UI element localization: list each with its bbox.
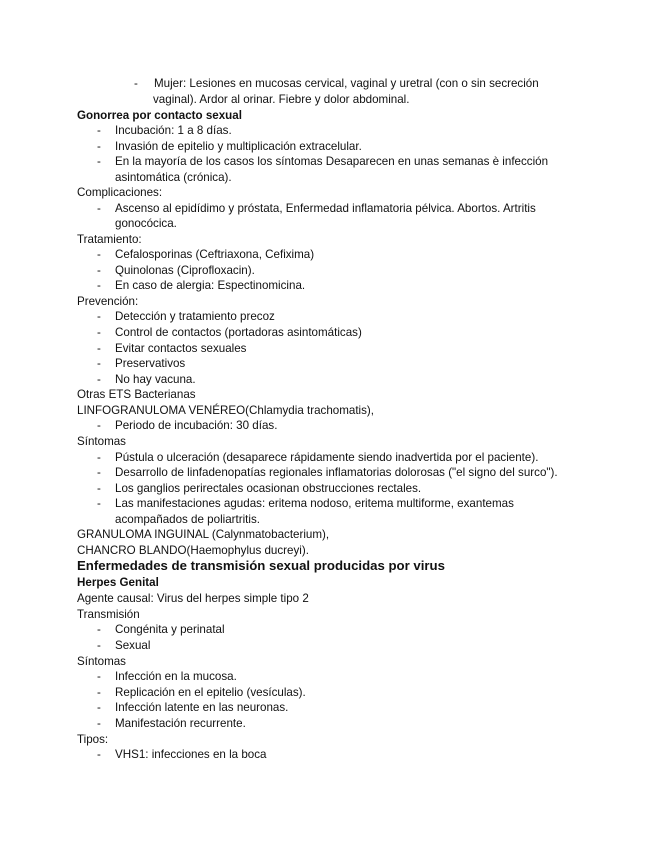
chancro-title: CHANCRO BLANDO(Haemophylus ducreyi). [77,544,309,557]
list-item-text: Detección y tratamiento precoz [115,310,275,323]
list-item-text: Pústula o ulceración (desaparece rápidamente siendo inadvertida por el paciente). [115,451,539,464]
label-complicaciones: Complicaciones: [77,186,163,199]
list-item-text: Infección latente en las neuronas. [115,701,289,714]
list-item-continuation: vaginal). Ardor al orinar. Fiebre y dolor abdominal. [153,93,410,106]
bullet-marker: - [134,77,138,90]
bullet-marker: - [97,670,101,683]
bullet-marker: - [97,279,101,292]
list-item-text: En caso de alergia: Espectinomicina. [115,279,306,292]
list-item-text: VHS1: infecciones en la boca [115,748,267,761]
list-item-text: Cefalosporinas (Ceftriaxona, Cefixima) [115,248,315,261]
label-sintomas: Síntomas [77,435,126,448]
linfogranuloma-title: LINFOGRANULOMA VENÉREO(Chlamydia trachomatis), [77,404,374,417]
list-item-text: Periodo de incubación: 30 días. [115,419,278,432]
bullet-marker: - [97,264,101,277]
list-item-text: Replicación en el epitelio (vesículas). [115,686,306,699]
list-item-text: Los ganglios perirectales ocasionan obstrucciones rectales. [115,482,422,495]
bullet-marker: - [97,155,101,168]
list-item-text: Manifestación recurrente. [115,717,246,730]
bullet-marker: - [97,451,101,464]
section-heading-virus: Enfermedades de transmisión sexual producidas por virus [77,558,445,573]
list-item-text: Infección en la mucosa. [115,670,237,683]
bullet-marker: - [97,326,101,339]
list-item-text: No hay vacuna. [115,373,196,386]
bullet-marker: - [97,373,101,386]
bullet-marker: - [97,357,101,370]
list-item-text: Preservativos [115,357,186,370]
list-item-text: Invasión de epitelio y multiplicación extracelular. [115,140,362,153]
list-item-text: En la mayoría de los casos los síntomas Desaparecen en unas semanas è infección [115,155,549,168]
bullet-marker: - [97,717,101,730]
bullet-marker: - [97,248,101,261]
bullet-marker: - [97,466,101,479]
list-item-continuation: asintomática (crónica). [115,171,232,184]
bullet-marker: - [97,419,101,432]
list-item-continuation: acompañados de poliartritis. [115,513,261,526]
bullet-marker: - [97,342,101,355]
bullet-marker: - [97,701,101,714]
bullet-marker: - [97,497,101,510]
label-tipos: Tipos: [77,733,109,746]
list-item-text: Las manifestaciones agudas: eritema nodoso, eritema multiforme, exantemas [115,497,514,510]
list-item-text: Evitar contactos sexuales [115,342,247,355]
subsection-heading-herpes: Herpes Genital [77,576,159,589]
section-heading-gonorrea: Gonorrea por contacto sexual [77,109,242,122]
bullet-marker: - [97,124,101,137]
bullet-marker: - [97,482,101,495]
agente-causal: Agente causal: Virus del herpes simple tipo 2 [77,592,309,605]
bullet-marker: - [97,623,101,636]
label-transmision: Transmisión [77,608,140,621]
bullet-marker: - [97,686,101,699]
bullet-marker: - [97,202,101,215]
label-prevencion: Prevención: [77,295,139,308]
label-otras-ets: Otras ETS Bacterianas [77,388,196,401]
label-tratamiento: Tratamiento: [77,233,142,246]
bullet-marker: - [97,748,101,761]
list-item-text: Mujer: Lesiones en mucosas cervical, vaginal y uretral (con o sin secreción [154,77,539,90]
label-sintomas-virus: Síntomas [77,655,126,668]
granuloma-title: GRANULOMA INGUINAL (Calynmatobacterium), [77,528,330,541]
list-item-text: Sexual [115,639,151,652]
bullet-marker: - [97,639,101,652]
bullet-marker: - [97,140,101,153]
list-item-text: Incubación: 1 a 8 días. [115,124,232,137]
list-item-text: Quinolonas (Ciprofloxacin). [115,264,255,277]
list-item-text: Congénita y perinatal [115,623,225,636]
list-item-continuation: gonocócica. [115,217,177,230]
list-item-text: Desarrollo de linfadenopatías regionales inflamatorias dolorosas ("el signo del surco"). [115,466,558,479]
list-item-text: Ascenso al epidídimo y próstata, Enfermedad inflamatoria pélvica. Abortos. Artritis [115,202,536,215]
bullet-marker: - [97,310,101,323]
list-item-text: Control de contactos (portadoras asintomáticas) [115,326,362,339]
